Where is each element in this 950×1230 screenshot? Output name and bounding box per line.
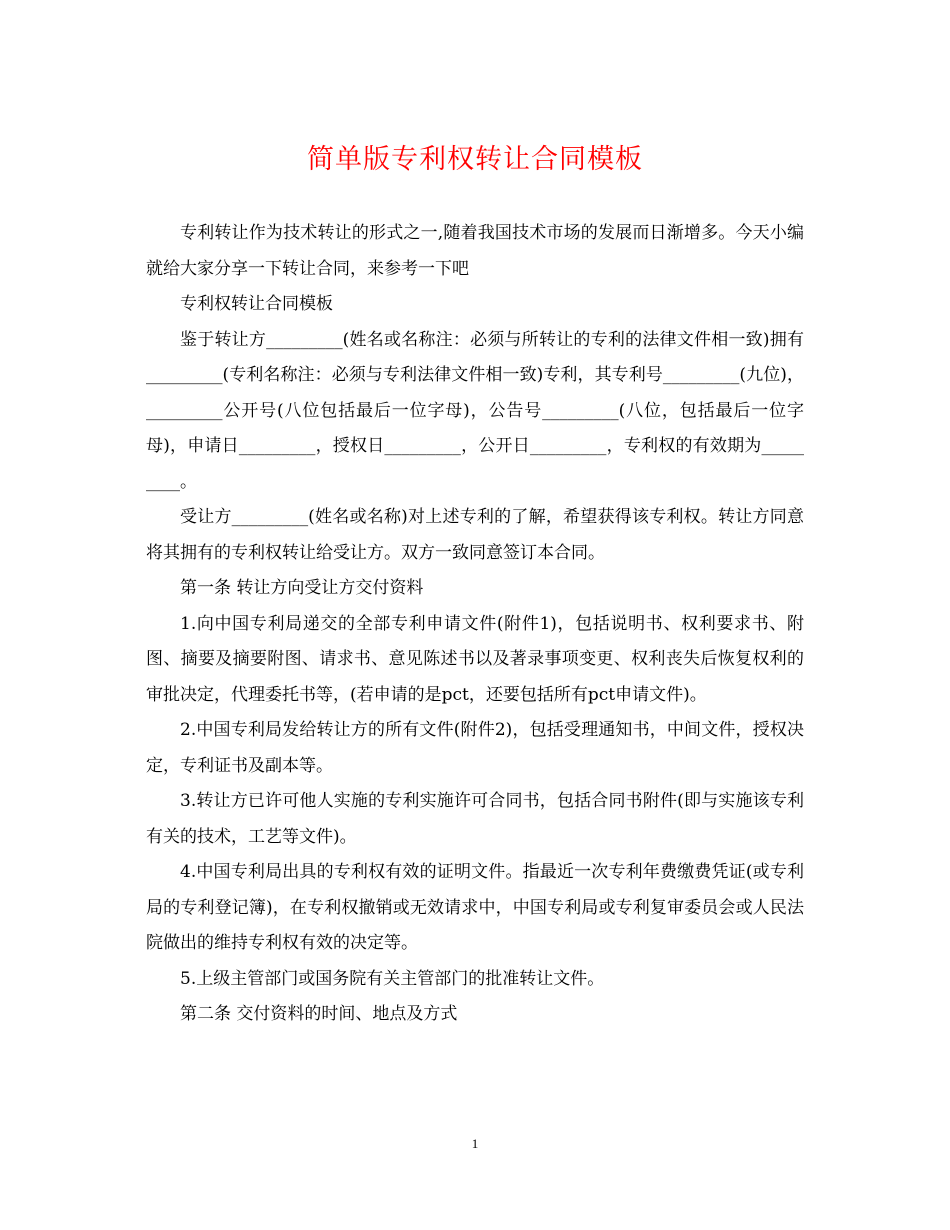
document-title: 简单版专利权转让合同模板 <box>307 144 643 175</box>
page-number: 1 <box>471 1136 479 1151</box>
article-1-item-5: 5.上级主管部门或国务院有关主管部门的批准转让文件。 <box>180 968 605 989</box>
article-1-heading: 第一条 转让方向受让方交付资料 <box>180 578 424 598</box>
transferee-paragraph: 受让方_________(姓名或名称)对上述专利的了解，希望获得该专利权。转让方同意将其拥有的专利权转让给受让方。双方一致同意签订本合同。 <box>146 507 804 563</box>
template-heading: 专利权转让合同模板 <box>180 294 333 314</box>
intro-paragraph: 专利转让作为技术转让的形式之一,随着我国技术市场的发展而日渐增多。今天小编就给大家分享一下转让合同，来参考一下吧 <box>146 223 804 279</box>
transferor-paragraph: 鉴于转让方_________(姓名或名称注：必须与所转让的专利的法律文件相一致)拥有_________(专利名称注：必须与专利法律文件相一致)专利，其专利号_________(九位)，_________公开号(八位包括最后一位字母)，公告号_________(八位，包括最后一位字母)，申请日_________，授权日_________，公开日_________，专利权的有效期为_________。 <box>146 329 804 492</box>
article-2-heading: 第二条 交付资料的时间、地点及方式 <box>180 1004 458 1024</box>
document-body <box>146 216 804 1033</box>
article-1-item-2: 2.中国专利局发给转让方的所有文件(附件2)，包括受理通知书，中间文件，授权决定，专利证书及副本等。 <box>146 720 804 776</box>
article-1-item-4: 4.中国专利局出具的专利权有效的证明文件。指最近一次专利年费缴费凭证(或专利局的专利登记簿)，在专利权撤销或无效请求中，中国专利局或专利复审委员会或人民法院做出的维持专利权有效的决定等。 <box>146 862 804 953</box>
article-1-item-3: 3.转让方已许可他人实施的专利实施许可合同书，包括合同书附件(即与实施该专利有关的技术，工艺等文件)。 <box>146 791 804 847</box>
article-1-item-1: 1.向中国专利局递交的全部专利申请文件(附件1)，包括说明书、权利要求书、附图、摘要及摘要附图、请求书、意见陈述书以及著录事项变更、权利丧失后恢复权利的审批决定，代理委托书等，(若申请的是pct，还要包括所有pct申请文件)。 <box>146 613 804 705</box>
